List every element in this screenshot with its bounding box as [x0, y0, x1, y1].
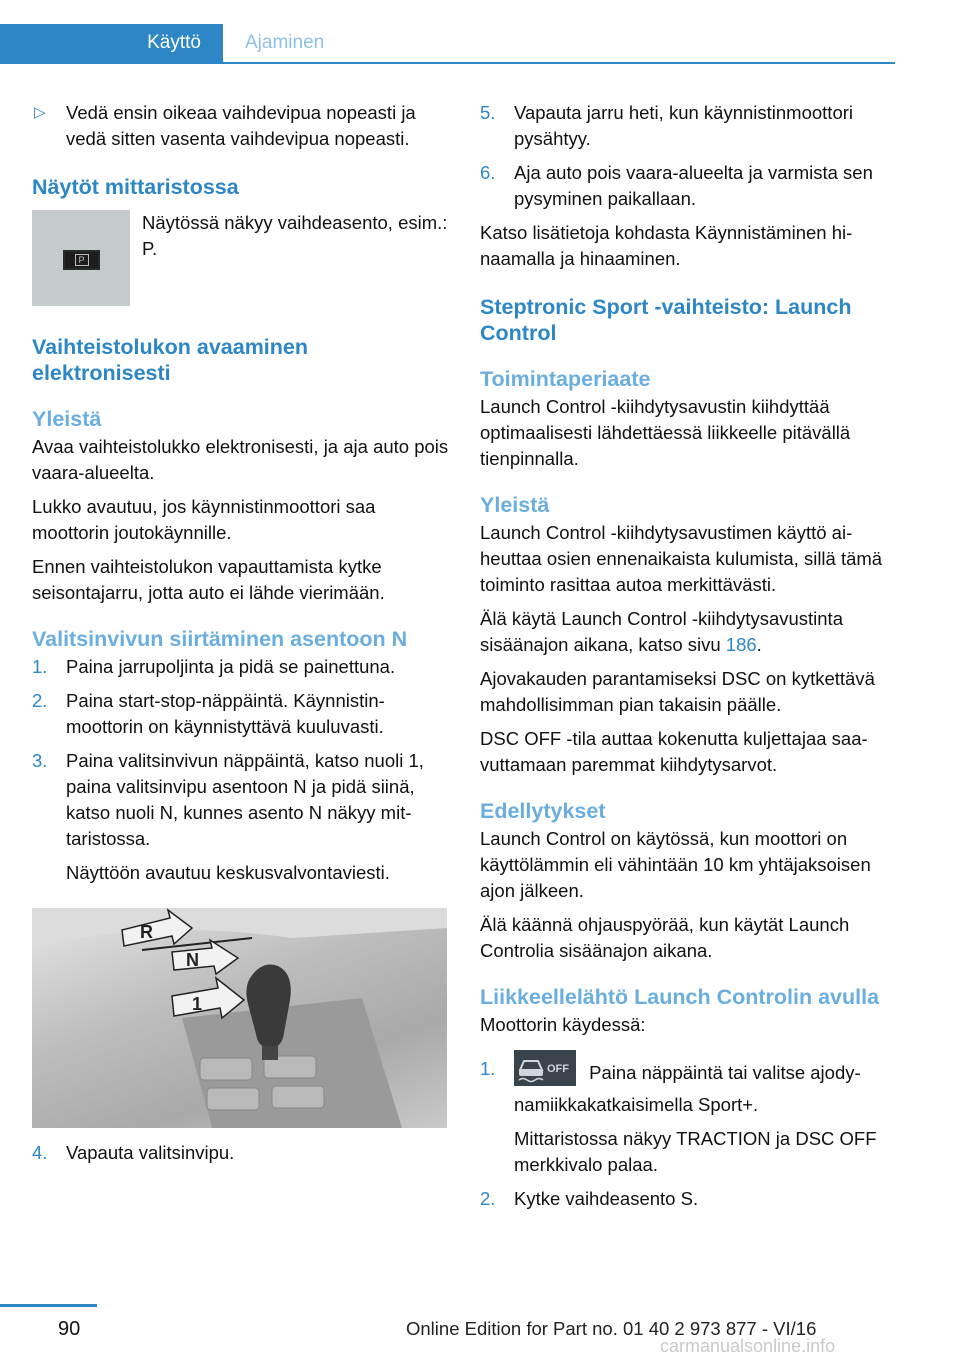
step-text: Vapauta valitsinvipu. [66, 1142, 235, 1163]
list-item [32, 654, 450, 680]
step-text: Paina valitsinvivun näppäintä, katso nuoli 1, paina valitsinvipu asentoon N ja pidä siinä, katso nuoli N, kunnes asento N näkyy mittaristossa. [66, 750, 424, 849]
gear-selector-photo [32, 908, 447, 1128]
paragraph: Launch Control on käytössä, kun moottori on käyttölämmin eli vähintään 10 km yhtäjaksoisen ajon jälkeen. [480, 828, 871, 901]
edition-text: Online Edition for Part no. 01 40 2 973 877 - VI/16 [406, 1318, 817, 1339]
step-text: Paina start-stop-näppäintä. Käynnistinmoottorin on käynnistyttävä kuuluvasti. [66, 690, 385, 737]
header-bar [0, 24, 895, 64]
paragraph-text: Älä käytä Launch Control -kiihdytysavustinta sisäänajon aikana, katso sivu [480, 608, 843, 655]
step-text: Vapauta jarru heti, kun käynnistinmoottori pysähtyy. [514, 102, 854, 149]
dsc-off-icon-graphic [514, 1050, 576, 1086]
paragraph: Moottorin käydessä: [480, 1014, 646, 1035]
step-text: Paina näppäintä tai valitse ajodynamiikkakatkaisimella Sport+. [514, 1061, 861, 1115]
display-description: Näytössä näkyy vaihdeasento, esim.: P. [142, 212, 448, 259]
paragraph: Älä käännä ohjauspyörää, kun käytät Launch Controlia sisäänajon aikana. [480, 914, 850, 961]
step-text: Paina jarrupoljinta ja pidä se painettuna. [66, 656, 396, 677]
paragraph [480, 606, 898, 658]
step-number: 2. [480, 1188, 496, 1209]
list-item [480, 1056, 898, 1118]
heading-principle: Toimintaperiaate [480, 367, 651, 391]
watermark: carmanualsonline.info [660, 1336, 836, 1356]
note-text: Mittaristossa näkyy TRACTION ja DSC OFF merkkivalo palaa. [514, 1128, 877, 1175]
list-item [480, 1186, 898, 1212]
gear-selector-illustration [32, 908, 447, 1128]
list-item [32, 748, 450, 852]
paragraph-text: . [756, 634, 762, 655]
photo-label-r: R [140, 922, 153, 942]
paragraph: Ennen vaihteistolukon vapauttamista kytke seisontajarru, jotta auto ei lähde vierimään. [32, 556, 385, 603]
list-item [480, 100, 898, 152]
paragraph: DSC OFF -tila auttaa kokenutta kuljettajaa saavuttamaan paremmat kiihdytysarvot. [480, 728, 868, 775]
heading-launch-start: Liikkeellelähtö Launch Controlin avulla [480, 985, 880, 1009]
dsc-off-icon [514, 1050, 576, 1086]
heading-general: Yleistä [480, 493, 550, 517]
gear-display-image [32, 210, 130, 306]
step-number: 1. [32, 656, 48, 677]
step-number: 2. [32, 690, 48, 711]
tab-ajaminen[interactable]: Ajaminen [245, 32, 325, 53]
bullet-text: Vedä ensin oikeaa vaihdevipua nopeasti ja vedä sitten vasenta vaihdevipua nopeasti. [66, 102, 416, 149]
heading-general: Yleistä [32, 407, 102, 431]
footer-rule [0, 1304, 97, 1307]
dsc-off-label: OFF [547, 1063, 569, 1075]
step-number: 1. [480, 1058, 496, 1079]
heading-launch-control: Steptronic Sport -vaihteisto: Launch Control [480, 295, 852, 345]
step-number: 5. [480, 102, 496, 123]
list-item [32, 1140, 450, 1166]
photo-label-n: N [186, 950, 199, 970]
tab-kaytto[interactable]: Käyttö [0, 24, 223, 62]
step-note [32, 860, 450, 886]
left-column [32, 100, 450, 1174]
heading-displays: Näytöt mittaristossa [32, 175, 239, 199]
heading-selector: Valitsinvivun siirtäminen asentoon N [32, 627, 408, 651]
step-text: Aja auto pois vaara-alueelta ja varmista sen pysyminen paikallaan. [514, 162, 873, 209]
list-item [480, 160, 898, 212]
display-row [32, 210, 450, 306]
bullet-item [32, 100, 450, 152]
note-text: Näyttöön avautuu keskusvalvontaviesti. [66, 862, 390, 883]
paragraph: Katso lisätietoja kohdasta Käynnistäminen hinaamalla ja hinaaminen. [480, 222, 853, 269]
step-number: 3. [32, 750, 48, 771]
paragraph: Ajovakauden parantamiseksi DSC on kytkettävä mahdollisimman pian takaisin päälle. [480, 668, 875, 715]
heading-requirements: Edellytykset [480, 799, 606, 823]
triangle-bullet-icon: ▷ [34, 104, 46, 121]
page-link[interactable]: 186 [725, 634, 757, 655]
paragraph: Lukko avautuu, jos käynnistinmoottori saa moottorin joutokäynnille. [32, 496, 376, 543]
page-number: 90 [58, 1318, 81, 1340]
photo-label-1: 1 [192, 994, 203, 1014]
gear-p-icon: P [63, 250, 100, 270]
step-number: 4. [32, 1142, 48, 1163]
paragraph: Launch Control -kiihdytysavustimen käyttö aiheuttaa osien ennenaikaista kulumista, sillä tämä toiminto rasittaa autoa merkittävästi. [480, 522, 883, 595]
paragraph: Launch Control -kiihdytysavustin kiihdyttää optimaalisesti lähdettäessä liikkeelle pitävällä tienpinnalla. [480, 396, 851, 469]
step-note [480, 1126, 898, 1178]
paragraph: Avaa vaihteistolukko elektronisesti, ja aja auto pois vaara-alueelta. [32, 436, 449, 483]
step-text: Kytke vaihdeasento S. [514, 1188, 699, 1209]
step-number: 6. [480, 162, 496, 183]
heading-unlock: Vaihteistolukon avaaminen elektronisesti [32, 335, 309, 385]
right-column [480, 100, 898, 1220]
list-item [32, 688, 450, 740]
